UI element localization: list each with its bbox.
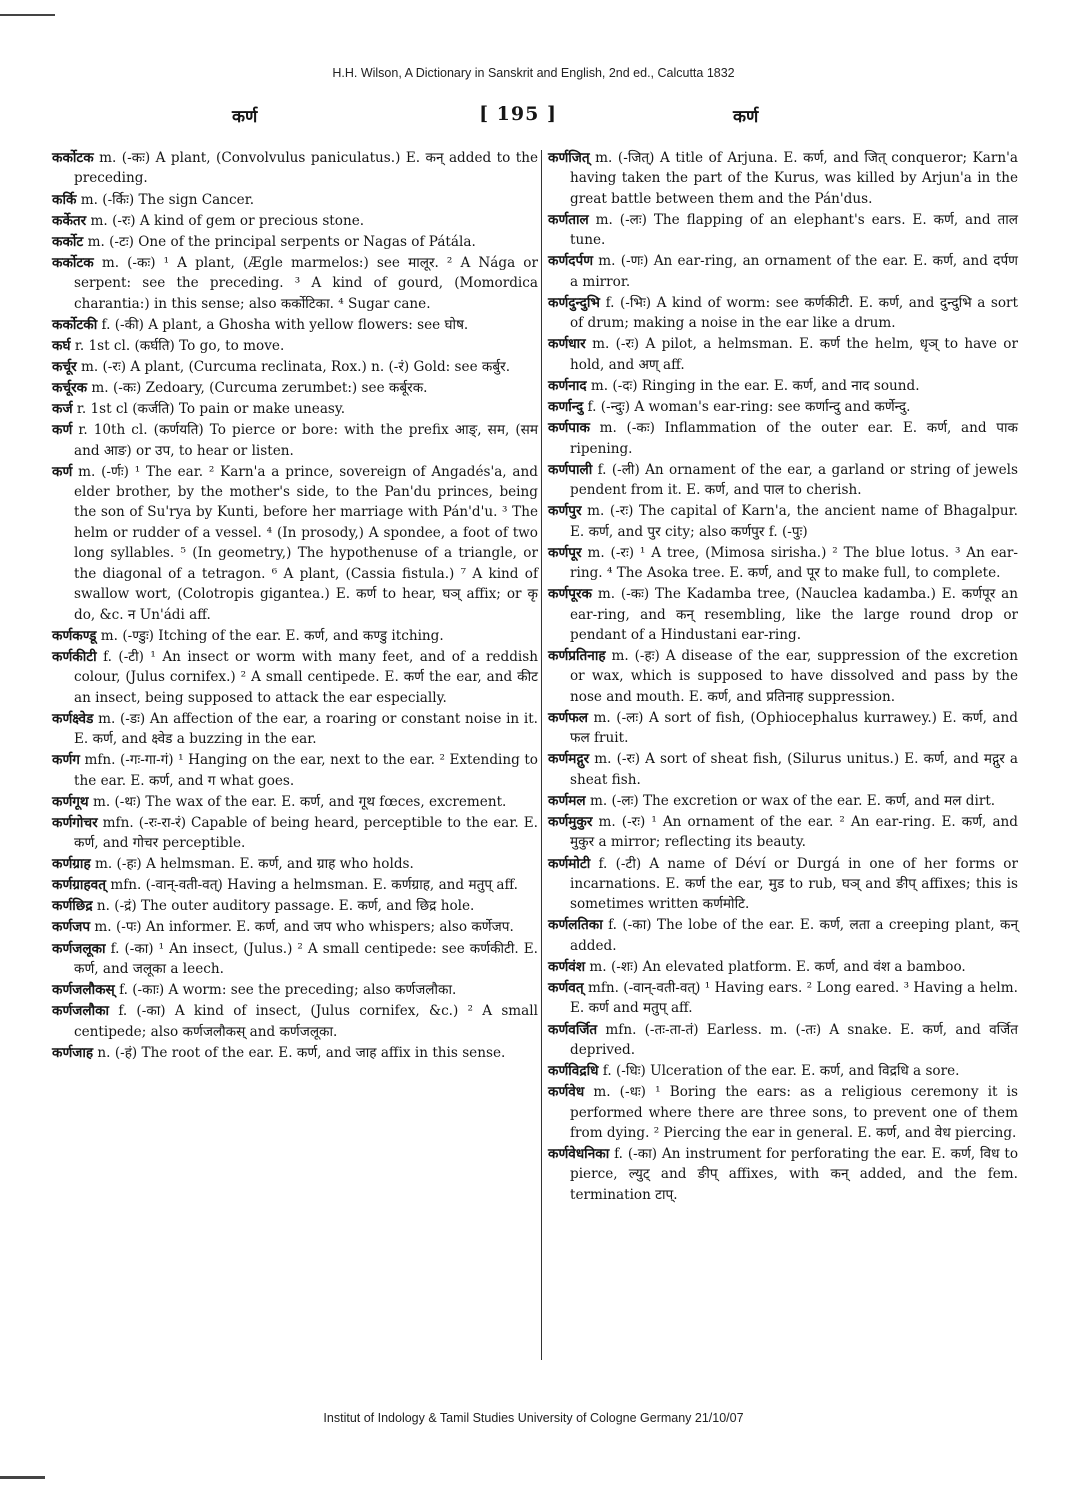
dictionary-entry — [52, 792, 538, 812]
entry-headword: कर्कोटक — [52, 254, 94, 271]
entry-definition: f. (-टी) A name of Déví or Durgá in one of her forms or incarnations. E. कर्ण the ear, मुड to rub, घञ् and ङीप् affixes; this is sometimes written कर्णमोटि. — [570, 855, 1018, 913]
entry-headword: कर्णपाक — [548, 420, 590, 437]
entry-headword: कर्णगूथ — [52, 793, 89, 810]
entry-headword: कर्णकीटी — [52, 648, 97, 665]
dictionary-entry — [52, 647, 538, 708]
dictionary-entry — [548, 397, 1018, 417]
entry-definition: m. (-रः) A kind of gem or precious stone. — [90, 212, 365, 229]
dictionary-entry — [548, 293, 1018, 334]
dictionary-entry — [548, 251, 1018, 292]
entry-definition: m. (-णः) An ear-ring, an ornament of the ear. E. कर्ण, and दर्पण a mirror. — [570, 253, 1018, 290]
dictionary-entry — [52, 980, 538, 1000]
entry-headword: कर्णगोचर — [52, 814, 98, 831]
entry-definition: m. (-रः) ¹ A tree, (Mimosa sirisha.) ² The blue lotus. ³ An ear-ring. ⁴ The Asoka tree. E. कर्ण, and पूर to make full, to complete. — [570, 544, 1018, 581]
entry-definition: mfn. (-तः-ता-तं) Earless. m. (-तः) A snake. E. कर्ण, and वर्जित deprived. — [570, 1021, 1018, 1058]
entry-definition: m. (-लः) A sort of fish, (Ophiocephalus kurrawey.) E. कर्ण, and फल fruit. — [570, 709, 1018, 747]
dictionary-entry — [52, 1043, 538, 1063]
entry-headword: कर्णान्दु — [548, 399, 584, 415]
entry-definition: m. (-रः) A plant, (Curcuma reclinata, Rox.) n. (-रं) Gold: see कर्बुर. — [80, 358, 511, 375]
dictionary-entry — [548, 376, 1018, 396]
entry-headword: कर्ण — [52, 463, 73, 480]
dictionary-entry — [548, 957, 1018, 977]
entry-definition: f. (-की) A plant, a Ghosha with yellow flowers: see घोष. — [101, 316, 469, 333]
dictionary-entry — [52, 378, 538, 398]
entry-headword: कर्णपाली — [548, 461, 593, 478]
entry-headword: कर्णग्राहवत् — [52, 877, 106, 894]
entry-definition: r. 1st cl (कर्जति) To pain or make uneasy. — [76, 401, 346, 418]
entry-headword: कर्चूरक — [52, 379, 88, 396]
dictionary-entry — [52, 211, 538, 231]
entry-definition: m. (-पः) An informer. E. कर्ण, and जप who whispers; also कर्णेजप. — [94, 919, 514, 936]
dictionary-entry — [52, 1001, 538, 1042]
entry-headword: कर्णवत् — [548, 980, 584, 996]
entry-headword: कर्णजाह — [52, 1044, 94, 1061]
entry-headword: कर्णवर्जित — [548, 1021, 598, 1038]
dictionary-entry — [548, 460, 1018, 501]
entry-headword: कर्ण — [52, 422, 73, 439]
scan-mark-bottom-left — [0, 1476, 45, 1479]
running-head-right: कर्ण — [733, 107, 759, 127]
entry-headword: कर्णछिद्र — [52, 898, 93, 915]
dictionary-entry — [52, 190, 538, 210]
entry-definition: m. (-र्किः) The sign Cancer. — [80, 191, 255, 208]
entry-definition: f. (-का) ¹ An insect, (Julus.) ² A small centipede: see कर्णकीटी. E. कर्ण, and जलूका a leech. — [74, 940, 538, 977]
dictionary-entry — [548, 1020, 1018, 1061]
entry-headword: कर्णग — [52, 752, 80, 769]
entry-definition: f. (-का) A kind of insect, (Julus cornifex, &c.) ² A small centipede; also कर्णजलौकस् and कर्णजलूका. — [74, 1003, 538, 1040]
dictionary-entry — [548, 854, 1018, 915]
entry-definition: n. (-द्रं) The outer auditory passage. E. कर्ण, and छिद्र hole. — [96, 898, 475, 915]
entry-definition: m. (-कः) ¹ A plant, (Ægle marmelos:) see मालूर. ² A Nága or serpent: see the preceding. ³ A kind of gourd, (Momordica charantia:) in this sense; also कर्कोटिका. ⁴ Sugar cane. — [74, 254, 538, 312]
dictionary-column-right — [548, 148, 1018, 1206]
dictionary-entry — [548, 418, 1018, 459]
entry-definition: f. (-का) The lobe of the ear. E. कर्ण, लता a creeping plant, कन् added. — [570, 917, 1019, 954]
entry-definition: n. (-हं) The root of the ear. E. कर्ण, and जाह affix in this sense. — [97, 1044, 506, 1061]
entry-headword: कर्णफल — [548, 709, 588, 726]
entry-headword: कर्णवंश — [548, 958, 586, 975]
dictionary-entry — [52, 336, 538, 356]
dictionary-entry — [548, 584, 1018, 645]
column-divider — [541, 150, 542, 1360]
dictionary-entry — [548, 978, 1018, 1019]
entry-definition: m. (-धः) ¹ Boring the ears: as a religious ceremony it is performed where there are three sons, to prevent one of them from dying. ² Piercing the ear in general. E. कर्ण, and वेध piercing. — [570, 1084, 1018, 1141]
entry-headword: कर्णनाद — [548, 377, 587, 394]
dictionary-entry — [52, 813, 538, 854]
dictionary-entry — [548, 646, 1018, 707]
entry-headword: कर्णदर्पण — [548, 253, 594, 270]
entry-headword: कर्णमद्गुर — [548, 751, 590, 768]
dictionary-entry — [52, 315, 538, 335]
entry-definition: m. (-लः) The flapping of an elephant's ears. E. कर्ण, and ताल tune. — [570, 211, 1018, 249]
dictionary-entry — [548, 812, 1018, 853]
dictionary-entry — [548, 708, 1018, 749]
entry-definition: m. (-हः) A disease of the ear, suppression of the excretion or wax, which is supposed to have dissolved and pass by the nose and mouth. E. कर्ण, and प्रतिनाह suppression. — [570, 648, 1018, 705]
dictionary-entry — [548, 148, 1018, 209]
dictionary-entry — [52, 399, 538, 419]
entry-headword: कर्णपूर — [548, 544, 582, 561]
entry-headword: कर्णजलौकस् — [52, 982, 115, 999]
entry-definition: m. (-टः) One of the principal serpents or Nagas of Pátála. — [87, 233, 476, 250]
dictionary-entry — [548, 334, 1018, 375]
entry-definition: m. (-रः) ¹ An ornament of the ear. ² An ear-ring. E. कर्ण, and मुकुर a mirror; reflecting its beauty. — [570, 814, 1019, 851]
entry-definition: m. (-शः) An elevated platform. E. कर्ण, and वंश a bamboo. — [589, 958, 966, 975]
entry-definition: r. 10th cl. (कर्णयति) To pierce or bore: with the prefix आङ्, सम, (सम and आङ) or उप, to hear or listen. — [74, 422, 538, 459]
entry-definition: m. (-रः) A sort of sheat fish, (Silurus unitus.) E. कर्ण, and मद्गुर a sheat fish. — [570, 751, 1018, 788]
entry-definition: mfn. (-रः-रा-रं) Capable of being heard, perceptible to the ear. E. कर्ण, and गोचर perceptible. — [74, 814, 538, 852]
entry-headword: कर्णकण्डू — [52, 627, 97, 644]
entry-definition: m. (-कः) A plant, (Convolvulus paniculatus.) E. कन् added to the preceding. — [74, 150, 538, 187]
entry-headword: कर्णजित् — [548, 150, 590, 166]
dictionary-entry — [52, 917, 538, 937]
page-number: [ 195 ] — [479, 103, 557, 125]
entry-headword: कर्णवेध — [548, 1084, 585, 1101]
dictionary-entry — [548, 501, 1018, 542]
entry-headword: कर्णलतिका — [548, 917, 603, 934]
entry-definition: f. (-धिः) Ulceration of the ear. E. कर्ण, and विद्रधि a sore. — [602, 1063, 960, 1079]
entry-definition: m. (-ण्डुः) Itching of the ear. E. कर्ण, and कण्डु itching. — [100, 627, 444, 644]
entry-headword: कर्ज — [52, 401, 73, 418]
entry-definition: m. (-कः) Inflammation of the outer ear. E. कर्ण, and पाक ripening. — [570, 420, 1018, 457]
entry-headword: कर्णमल — [548, 792, 586, 809]
entry-headword: कर्णजलौका — [52, 1003, 110, 1020]
entry-headword: कर्चूर — [52, 358, 77, 375]
scan-mark-top-left — [0, 14, 55, 16]
entry-definition: f. (-न्दुः) A woman's ear-ring: see कर्णान्दु and कर्णेन्दु. — [587, 399, 911, 415]
entry-headword: कर्कोट — [52, 233, 84, 250]
dictionary-entry — [52, 854, 538, 874]
dictionary-entry — [52, 232, 538, 252]
dictionary-entry — [52, 875, 538, 895]
entry-headword: कर्णप्रतिनाह — [548, 648, 606, 664]
entry-definition: m. (-थः) The wax of the ear. E. कर्ण, and गूथ fœces, excrement. — [92, 793, 507, 810]
dictionary-entry — [52, 939, 538, 980]
entry-headword: कर्णवेधनिका — [548, 1146, 610, 1162]
entry-headword: कर्णविद्रधि — [548, 1063, 599, 1079]
dictionary-entry — [52, 896, 538, 916]
entry-definition: mfn. (-गः-गा-गं) ¹ Hanging on the ear, next to the ear. ² Extending to the ear. E. कर्ण, and ग what goes. — [74, 752, 538, 789]
entry-headword: कर्कि — [52, 191, 77, 208]
dictionary-entry — [52, 750, 538, 791]
entry-definition: f. (-भिः) A kind of worm: see कर्णकीटी. E. कर्ण, and दुन्दुभि a sort of drum; making a noise in the ear like a drum. — [570, 294, 1019, 332]
entry-definition: f. (-टी) ¹ An insect or worm with many feet, and of a reddish colour, (Julus cornifex.) ² A small centipede. E. कर्ण the ear, and कीट an insect, being supposed to attack the ear especially. — [74, 648, 538, 706]
entry-definition: m. (-हः) A helmsman. E. कर्ण, and ग्राह who holds. — [95, 856, 414, 873]
entry-definition: m. (-कः) Zedoary, (Curcuma zerumbet:) see कर्बूरक. — [91, 379, 428, 396]
dictionary-entry — [548, 1082, 1018, 1143]
entry-definition: m. (-कः) The Kadamba tree, (Nauclea kadamba.) E. कर्णपूर an ear-ring, and कन् resembling, like the large round drop or pendant of a Hindustani ear-ring. — [570, 586, 1018, 643]
dictionary-column-left — [52, 148, 538, 1064]
entry-definition: m. (-र्णः) ¹ The ear. ² Karn'a a prince, sovereign of Angadés'a, and elder brother, by the mother's side, to the Pan'du princes, being the son of Su'rya by Kunti, before her marriage with Pán'd'u. ³ The helm or rudder of a vessel. ⁴ (In prosody,) A spondee, a foot of two long syllables. ⁵ (In geometry,) The hypothenuse of a triangle, or the diagonal of a tetragon. ⁶ A plant, (Cassia fistula.) ⁷ A kind of swallow wort, (Colotropis gigantea.) E. कर्ण to hear, घञ् affix; or कृ do, &c. न Un'ádi aff. — [74, 463, 538, 623]
entry-headword: कर्णपूरक — [548, 586, 592, 603]
entry-headword: कर्णजलूका — [52, 940, 106, 957]
source-footer: Institut of Indology & Tamil Studies University of Cologne Germany 21/10/07 — [323, 1411, 744, 1425]
entry-headword: कर्णमोटी — [548, 855, 591, 872]
dictionary-entry — [548, 915, 1018, 956]
entry-definition: m. (-रः) A pilot, a helmsman. E. कर्ण the helm, धृञ् to have or hold, and अण् aff. — [570, 336, 1018, 373]
entry-definition: mfn. (-वान्-वती-वत्) ¹ Having ears. ² Long eared. ³ Having a helm. E. कर्ण and मतुप् aff. — [570, 980, 1018, 1017]
dictionary-entry — [52, 709, 538, 750]
entry-headword: कर्घ — [52, 337, 71, 354]
entry-definition: m. (-डः) An affection of the ear, a roaring or constant noise in it. E. कर्ण, and क्ष्वेड a buzzing in the ear. — [74, 710, 538, 747]
entry-definition: f. (-काः) A worm: see the preceding; also कर्णजलौका. — [119, 982, 457, 999]
entry-definition: m. (-लः) The excretion or wax of the ear. E. कर्ण, and मल dirt. — [589, 792, 996, 809]
entry-definition: f. (-ली) An ornament of the ear, a garland or string of jewels pendent from it. E. कर्ण, and पाल to cherish. — [570, 461, 1018, 498]
dictionary-entry — [52, 462, 538, 625]
entry-headword: कर्णमुकुर — [548, 814, 593, 830]
entry-definition: mfn. (-वान्-वती-वत्) Having a helmsman. E. कर्णग्राह, and मतुप् aff. — [110, 877, 518, 894]
entry-headword: कर्णताल — [548, 211, 589, 228]
entry-headword: कर्णपुर — [548, 503, 582, 520]
dictionary-entry — [548, 543, 1018, 584]
entry-headword: कर्कोटकी — [52, 316, 98, 333]
dictionary-entry — [52, 420, 538, 461]
source-header: H.H. Wilson, A Dictionary in Sanskrit and English, 2nd ed., Calcutta 1832 — [332, 66, 735, 80]
entry-definition: f. (-का) An instrument for perforating the ear. E. कर्ण, विध to pierce, ल्युट् and ङीप् affixes, with कन् added, and the fem. termination टाप्. — [570, 1146, 1019, 1203]
entry-headword: कर्कोटक — [52, 150, 94, 166]
entry-definition: m. (-जित्) A title of Arjuna. E. कर्ण, and जित् conqueror; Karn'a having taken the part of the Kurus, was killed by Arjun'a in the great battle between them and the Pán'dus. — [570, 150, 1018, 207]
entry-headword: कर्णग्राह — [52, 856, 91, 873]
entry-definition: r. 1st cl. (कर्घति) To go, to move. — [74, 337, 285, 354]
dictionary-entry — [548, 1061, 1018, 1081]
dictionary-entry — [548, 791, 1018, 811]
dictionary-entry — [52, 148, 538, 189]
dictionary-entry — [548, 1144, 1018, 1205]
dictionary-entry — [548, 749, 1018, 790]
entry-headword: कर्णदुन्दुभि — [548, 294, 600, 311]
running-head-left: कर्ण — [232, 107, 258, 127]
dictionary-entry — [548, 210, 1018, 251]
entry-definition: m. (-रः) The capital of Karn'a, the ancient name of Bhagalpur. E. कर्ण, and पुर city; also कर्णपुर f. (-पुः) — [570, 503, 1018, 540]
dictionary-entry — [52, 626, 538, 646]
entry-headword: कर्णजप — [52, 919, 91, 936]
entry-definition: m. (-दः) Ringing in the ear. E. कर्ण, and नाद sound. — [590, 377, 920, 394]
dictionary-entry — [52, 253, 538, 314]
entry-headword: कर्णक्ष्वेड — [52, 710, 94, 727]
entry-headword: कर्णधार — [548, 336, 586, 353]
entry-headword: कर्केतर — [52, 212, 87, 229]
dictionary-entry — [52, 357, 538, 377]
